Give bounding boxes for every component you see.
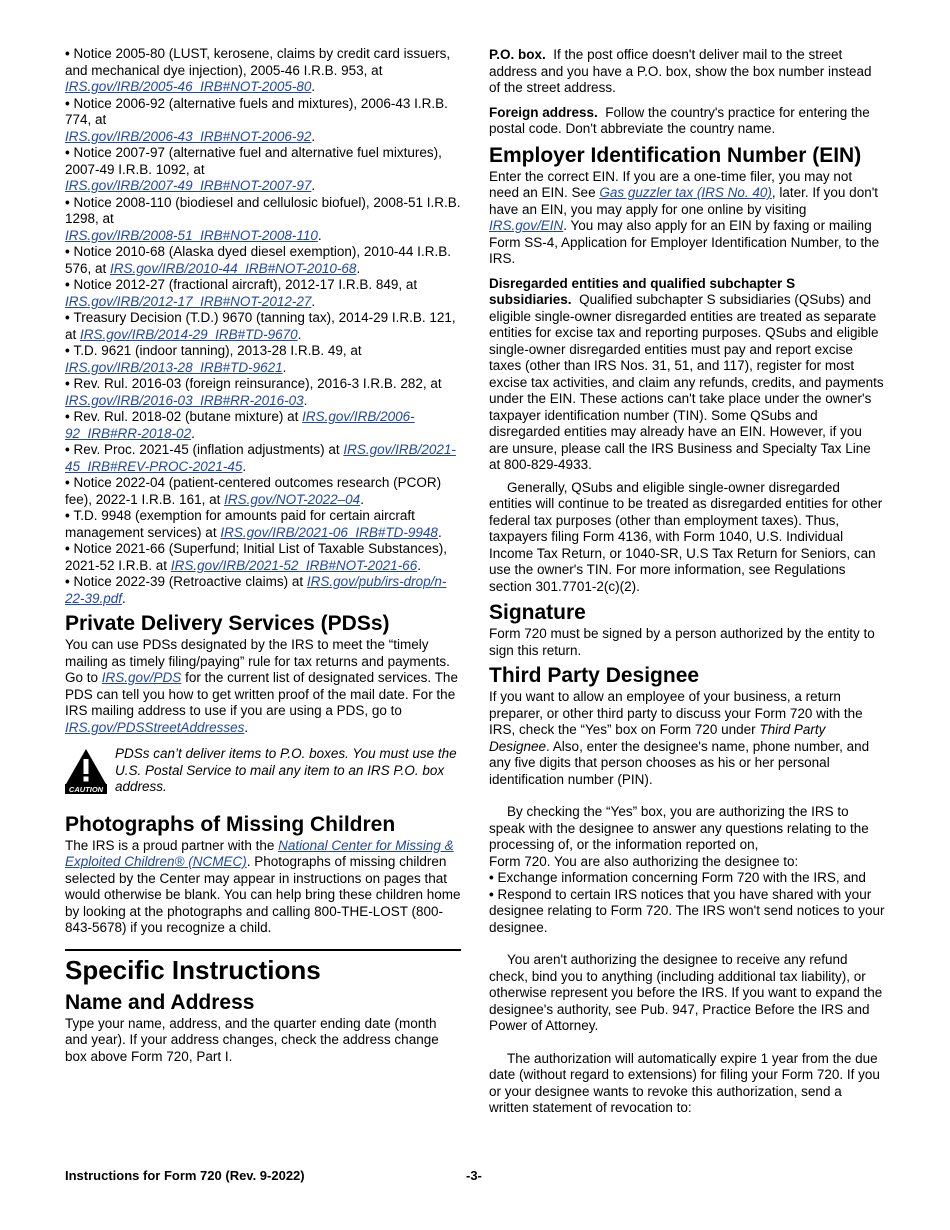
- disregarded-entities-paragraph: Disregarded entities and qualified subchapter S subsidiaries. Qualified subchapter S subsidiaries (QSubs) and eligible single-owner disregarded entities are treated as separate entities for excise tax and reporting purposes. QSubs and eligible single-owner disregarded entities must pay and report excise taxes (other than IRS Nos. 31, 51, and 117), register for most excise tax activities, and claim any refunds, credits, and payments under the EIN. These actions can't take place under the owner's taxpayer identification number (TIN). Some QSubs and disregarded entities may already have an EIN. However, if you are unsure, please call the IRS Business and Specialty Tax Line at 800-829-4933.: [489, 275, 884, 472]
- generally-paragraph: Generally, QSubs and eligible single-owner disregarded entities will continue to be treated as disregarded entities for other federal tax purposes (other than employment taxes). Thus, taxpayers filing Form 4136, with Form 1040, U.S. Individual Income Tax Return, or 1040-SR, U.S Tax Return for Seniors, can use the owner's TIN. For more information, see Regulations section 301.7701-2(c)(2).: [489, 479, 883, 594]
- list-item: • T.D. 9948 (exemption for amounts paid for certain aircraft management services) at IRS.gov/IRB/2021-06_IRB#TD-9948.: [65, 508, 442, 540]
- caution-text: PDSs can’t deliver items to P.O. boxes. You must use the U.S. Postal Service to mail any item to an IRS P.O. box address.: [115, 746, 457, 794]
- irb-link[interactable]: IRS.gov/IRB/2007-49_IRB#NOT-2007-97: [65, 178, 312, 193]
- list-item: • T.D. 9621 (indoor tanning), 2013-28 I.R.B. 49, at IRS.gov/IRB/2013-28_IRB#TD-9621.: [65, 343, 362, 375]
- list-item: • Respond to certain IRS notices that you have shared with your designee relating to Form 720. The IRS won't send notices to your designee.: [489, 886, 885, 935]
- ein-paragraph: Enter the correct EIN. If you are a one-time filer, you may not need an EIN. See Gas guzzler tax (IRS No. 40), later. If you don't have an EIN, you may apply for one online by visiting IRS.gov/EIN. You may also apply for an EIN by faxing or mailing Form SS-4, Application for Employer Identification Number, to the IRS.: [489, 168, 880, 266]
- irb-link[interactable]: IRS.gov/IRB/2005-46_IRB#NOT-2005-80: [65, 79, 312, 94]
- ein-link[interactable]: IRS.gov/EIN: [489, 218, 564, 233]
- irb-link[interactable]: IRS.gov/IRB/2012-17_IRB#NOT-2012-27: [65, 293, 312, 309]
- list-item: • Rev. Proc. 2021-45 (inflation adjustments) at IRS.gov/IRB/2021-45_IRB#REV-PROC-2021-45.: [65, 442, 456, 474]
- pds-paragraph: You can use PDSs designated by the IRS to meet the “timely mailing as timely filing/paying” rule for tax returns and payments. Go to IRS.gov/PDS for the current list of designated services. The PDS can tell you how to get written proof of the mail date. For the IRS mailing address to use if you are using a PDS, go to IRS.gov/PDSStreetAddresses.: [65, 637, 458, 735]
- irb-link[interactable]: IRS.gov/IRB/2016-03_IRB#RR-2016-03: [65, 392, 304, 408]
- caution-label: CAUTION: [68, 785, 104, 794]
- list-item: • Notice 2005-80 (LUST, kerosene, claims by credit card issuers, and mechanical dye injection), 2005-46 I.R.B. 953, at IRS.gov/IRB/2005-46_IRB#NOT-2005-80.: [65, 46, 451, 94]
- irb-link[interactable]: IRS.gov/IRB/2010-44_IRB#NOT-2010-68: [110, 260, 357, 276]
- third-party-paragraph: If you want to allow an employee of your business, a return preparer, or other third party to discuss your Form 720 with the IRS, check the “Yes” box on Form 720 under Third Party Designee. Also, enter the designee's name, phone number, and any five digits that person chooses as his or her personal identification number (PIN).: [489, 689, 870, 787]
- foreign-address-paragraph: Foreign address. Follow the country's practice for entering the postal code. Don't abbreviate the country name.: [489, 104, 870, 136]
- photos-heading: Photographs of Missing Children: [65, 812, 396, 836]
- name-address-heading: Name and Address: [65, 990, 255, 1014]
- footer-title: Instructions for Form 720 (Rev. 9-2022): [65, 1168, 305, 1183]
- irb-link[interactable]: IRS.gov/IRB/2021-06_IRB#TD-9948: [220, 524, 438, 540]
- right-column: [489, 47, 885, 1117]
- irs-link[interactable]: IRS.gov/NOT-2022–04: [224, 491, 361, 507]
- irb-link[interactable]: IRS.gov/IRB/2013-28_IRB#TD-9621: [65, 359, 283, 375]
- irb-link[interactable]: IRS.gov/IRB/2008-51_IRB#NOT-2008-110: [65, 227, 318, 243]
- expiration-paragraph: The authorization will automatically expire 1 year from the due date (without regard to extensions) for filing your Form 720. If you or your designee wants to revoke this authorization, send a written statement of revocation to:: [489, 1050, 880, 1115]
- signature-heading: Signature: [489, 601, 586, 624]
- photos-paragraph: The IRS is a proud partner with the National Center for Missing & Exploited Children® (NCMEC). Photographs of missing children selected by the Center may appear in instructions on pages that would otherwise be blank. You can help bring these children home by looking at the photographs and calling 800-THE-LOST (800-843-5678) if you recognize a child.: [65, 837, 461, 935]
- irb-link[interactable]: IRS.gov/IRB/2021-52_IRB#NOT-2021-66: [170, 557, 418, 573]
- list-item: • Notice 2006-92 (alternative fuels and mixtures), 2006-43 I.R.B. 774, at IRS.gov/IRB/2006-43_IRB#NOT-2006-92.: [65, 95, 448, 144]
- third-party-designee-heading: Third Party Designee: [489, 664, 700, 687]
- irb-link[interactable]: IRS.gov/IRB/2021-45_IRB#REV-PROC-2021-45: [65, 442, 456, 474]
- list-item: • Notice 2022-39 (Retroactive claims) at IRS.gov/pub/irs-drop/n-22-39.pdf.: [65, 574, 447, 606]
- list-item: • Notice 2012-27 (fractional aircraft), 2012-17 I.R.B. 849, at IRS.gov/IRB/2012-17_IRB#NOT-2012-27.: [65, 277, 418, 309]
- specific-instructions-heading: Specific Instructions: [65, 954, 321, 985]
- name-address-text: Type your name, address, and the quarter ending date (month and year). If your address changes, check the address change box above Form 720, Part I.: [65, 1015, 439, 1064]
- caution-box: [65, 746, 461, 796]
- irb-link[interactable]: IRS.gov/IRB/2006-43_IRB#NOT-2006-92: [65, 128, 312, 144]
- list-item: • Rev. Rul. 2018-02 (butane mixture) at IRS.gov/IRB/2006-92_IRB#RR-2018-02.: [65, 409, 415, 441]
- notice-list: [65, 46, 461, 607]
- list-item: • Rev. Rul. 2016-03 (foreign reinsurance), 2016-3 I.R.B. 282, at IRS.gov/IRB/2016-03_IRB#RR-2016-03.: [65, 376, 442, 408]
- checking-yes-paragraph: By checking the “Yes” box, you are authorizing the IRS to speak with the designee to answer any questions relating to the processing of, or the information reported on,: [489, 804, 869, 852]
- ein-heading: Employer Identification Number (EIN): [489, 143, 862, 167]
- list-item: • Notice 2022-04 (patient-centered outcomes research (PCOR) fee), 2022-1 I.R.B. 161, at IRS.gov/NOT-2022–04.: [65, 475, 442, 507]
- list-item: • Exchange information concerning Form 720 with the IRS, and: [489, 870, 866, 885]
- ncmec-link[interactable]: National Center for Missing & Exploited Children® (NCMEC): [65, 837, 454, 869]
- pobox-paragraph: P.O. box. If the post office doesn't deliver mail to the street address and you have a P.O. box, show the box number instead of the street address.: [489, 47, 872, 95]
- section-divider: [65, 949, 461, 951]
- irb-link[interactable]: IRS.gov/IRB/2006-92_IRB#RR-2018-02: [65, 409, 415, 441]
- irb-link[interactable]: IRS.gov/IRB/2014-29_IRB#TD-9670: [80, 326, 298, 342]
- list-item: • Notice 2007-97 (alternative fuel and alternative fuel mixtures), 2007-49 I.R.B. 1092, at IRS.gov/IRB/2007-49_IRB#NOT-2007-97.: [65, 145, 442, 193]
- list-item: • Notice 2021-66 (Superfund; Initial List of Taxable Substances), 2021-52 I.R.B. at IRS.gov/IRB/2021-52_IRB#NOT-2021-66.: [65, 541, 447, 573]
- list-item: • Notice 2008-110 (biodiesel and cellulosic biofuel), 2008-51 I.R.B. 1298, at IRS.gov/IRB/2008-51_IRB#NOT-2008-110.: [65, 194, 461, 243]
- pds-heading: Private Delivery Services (PDSs): [65, 612, 390, 635]
- pds-link[interactable]: IRS.gov/PDS: [101, 670, 182, 685]
- left-column: [65, 46, 461, 1065]
- page-number: -3-: [466, 1168, 482, 1183]
- gas-guzzler-link[interactable]: Gas guzzler tax (IRS No. 40): [599, 185, 772, 200]
- list-item: • Treasury Decision (T.D.) 9670 (tanning tax), 2014-29 I.R.B. 121, at IRS.gov/IRB/2014-29_IRB#TD-9670.: [65, 310, 456, 342]
- not-authorizing-paragraph: You aren't authorizing the designee to receive any refund check, bind you to anything (including additional tax liability), or otherwise represent you before the IRS. If you want to expand the designee's authority, see Pub. 947, Practice Before the IRS and Power of Attorney.: [489, 952, 883, 1033]
- caution-icon: [65, 748, 107, 794]
- pds-street-addresses-link[interactable]: IRS.gov/PDSStreetAddresses: [65, 719, 245, 735]
- irs-drop-link[interactable]: IRS.gov/pub/irs-drop/n-22-39.pdf: [65, 574, 447, 606]
- signature-text: Form 720 must be signed by a person authorized by the entity to sign this return.: [489, 626, 875, 658]
- form720-authorizing-text: Form 720. You are also authorizing the designee to:: [489, 853, 799, 869]
- list-item: • Notice 2010-68 (Alaska dyed diesel exemption), 2010-44 I.R.B. 576, at IRS.gov/IRB/2010-44_IRB#NOT-2010-68.: [65, 244, 451, 276]
